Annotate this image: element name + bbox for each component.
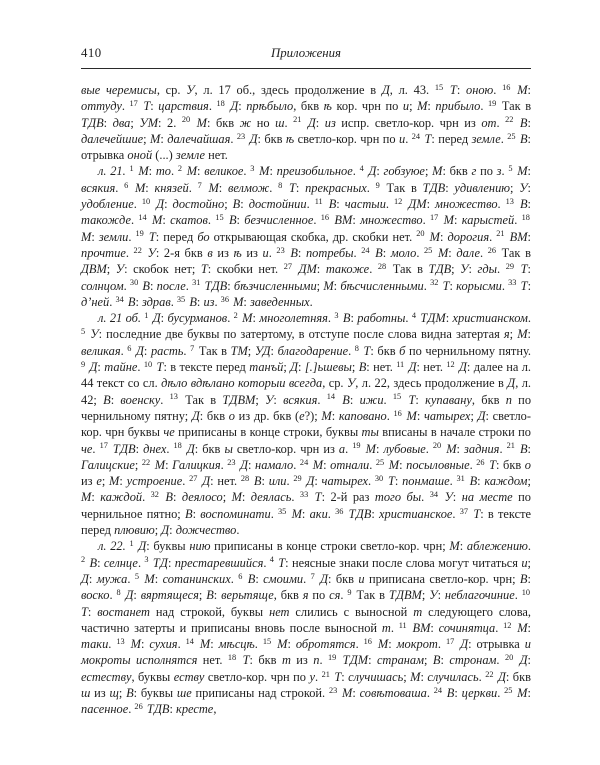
apparatus-paragraph-folio-22: л. 22. $^1$ Д: буквы нию приписаны в конце строки светло-кор. чрн; М: аблежению. $^2$ В: селнце. $^3$ ТД: престаревшийся. $^4$ Т: неясные знаки после слова могут читаться и; Д: мужа. $^5$ М: сотанинских. $^6$ В: смоими. $^7$ Д: бкв и приписана светло-кор. чрн; В: воско. $^8$ Д: вяртящеся; В: верьтяще, бкв я по ся. $^9$ Так в ТДВМ; У: неблагочиние. $^{10}$ Т: востанет над строкой, буквы нет слились с выносной т следующего слова, частично затерты и приписаны вновь после выносной т. $^{11}$ ВМ: сочинятца. $^{12}$ М: таки. $^{13}$ М: сухия. $^{14}$ М: мѣсцѣ. $^{15}$ М: обротятся. $^{16}$ М: мокрот. $^{17}$ Д: отрывка и мокроты исполнятся нет. $^{18}$ Т: бкв т из п. $^{19}$ ТДМ: странам; В: стронам. $^{20}$ Д: естеству, буквы еству светло-кор. чрн по у. $^{21}$ Т: случишась; М: случилась. $^{22}$ Д: бкв ш из щ; В: буквы ше приписаны над строкой. $^{23}$ М: совѣтоваша. $^{24}$ В: церкви. $^{25}$ М: пасенное. $^{26}$ ТДВ: кресте, — [81, 539, 531, 717]
apparatus-paragraph-folio-21: л. 21. $^1$ М: то. $^2$ М: великое. $^3$ М: преизобильное. $^4$ Д: гобзуюе; М: бкв г по з. $^5$ М: всякия. $^6$ М: князей. $^7$ М: велмож. $^8$ Т: прекрасных. $^9$ Так в ТДВ: удивлению; У: удобление. $^{10}$ Д: достойно; В: достойнии. $^{11}$ В: частыи. $^{12}$ ДМ: множество. $^{13}$ В: такожде. $^{14}$ М: скатов. $^{15}$ В: безчисленное. $^{16}$ ВМ: множество. $^{17}$ М: карыстей. $^{18}$ М: земли. $^{19}$ Т: перед бо открывающая скобка, др. скобки нет. $^{20}$ М: дорогия. $^{21}$ ВМ: прочтие. $^{22}$ У: 2-я бкв в из ѣ из и. $^{23}$ В: потребы. $^{24}$ В: моло. $^{25}$ М: дале. $^{26}$ Так в ДВМ; У: скобок нет; Т: скобки нет. $^{27}$ ДМ: такоже. $^{28}$ Так в ТДВ; У: гды. $^{29}$ Т: солнцом. $^{30}$ В: после. $^{31}$ ТДВ: бѣзчисленными; М: бѣсчисленными. $^{32}$ Т: корысми. $^{33}$ Т: д’ней. $^{34}$ В: здрав. $^{35}$ В: из. $^{36}$ М: заведенных. — [81, 164, 532, 309]
apparatus-paragraph-folio-21v: л. 21 об. $^1$ Д: бусурманов. $^2$ М: многолетняя. $^3$ В: работны. $^4$ ТДМ: христианском. $^5$ У: последние две буквы по затертому, в отступе после слова видна затертая я; М: великая. $^6$ Д: расть. $^7$ Так в ТМ; УД: благодарение. $^8$ Т: бкв б по чернильному пятну. $^9$ Д: тайне. $^{10}$ Т: в тексте перед танъй; Д: [.]ьшевы; В: нет. $^{11}$ Д: нет. $^{12}$ Д: далее на л. 44 текст со сл. дѣло вдѣлано которыи всегда, ср. У, л. 22, здесь продолжение в Д, л. 42; В: военску. $^{13}$ Так в ТДВМ; У: всякия. $^{14}$ В: ижи. $^{15}$ Т: купавану, бкв п по чернильному пятну; Д: бкв о из др. бкв (е?); М: каповано. $^{16}$ М: чатырех; Д: светло-кор. чрн буквы че приписаны в конце строки, буквы ты вписаны в начале строки по че. $^{17}$ ТДВ: днех. $^{18}$ Д: бкв ы светло-кор. чрн из а. $^{19}$ М: лубовые. $^{20}$ М: задния. $^{21}$ В: Галицские; $^{22}$ М: Галицкия. $^{23}$ Д: намало. $^{24}$ М: отнали. $^{25}$ М: посыловные. $^{26}$ Т: бкв о из е; М: устроение. $^{27}$ Д: нет. $^{28}$ В: или. $^{29}$ Д: чатырех. $^{30}$ Т: понмаше. $^{31}$ В: каждом; М: каждой. $^{32}$ В: деялосо; М: деялась. $^{33}$ Т: 2-й раз того бы. $^{34}$ У: на месте по чернильное пятно; В: воспоминати. $^{35}$ М: аки. $^{36}$ ТДВ: христианское. $^{37}$ Т: в тексте перед плювию; Д: дожчество. — [81, 310, 532, 538]
apparatus-text-block — [81, 82, 531, 718]
running-head-title: Приложения — [271, 46, 341, 60]
page-number: 410 — [81, 46, 102, 60]
running-header — [81, 46, 531, 64]
header-rule — [81, 68, 531, 69]
apparatus-paragraph-continuation: вые черемисы, ср. У, л. 17 об., здесь продолжение в Д, л. 43. $^{15}$ Т: оною. $^{16}$ М: оттуду. $^{17}$ Т: царствия. $^{18}$ Д: прѣбыло, бкв ѣ кор. чрн по и; М: прибыло. $^{19}$ Так в ТДВ: два; УМ: 2. $^{20}$ М: бкв ж но ш. $^{21}$ Д: из испр. светло-кор. чрн из от. $^{22}$ В: далечейшие; М: далечайшая. $^{23}$ Д: бкв ѣ светло-кор. чрн по и. $^{24}$ Т: перед земле. $^{25}$ В: отрывка оной (...) земле нет. — [81, 82, 532, 163]
